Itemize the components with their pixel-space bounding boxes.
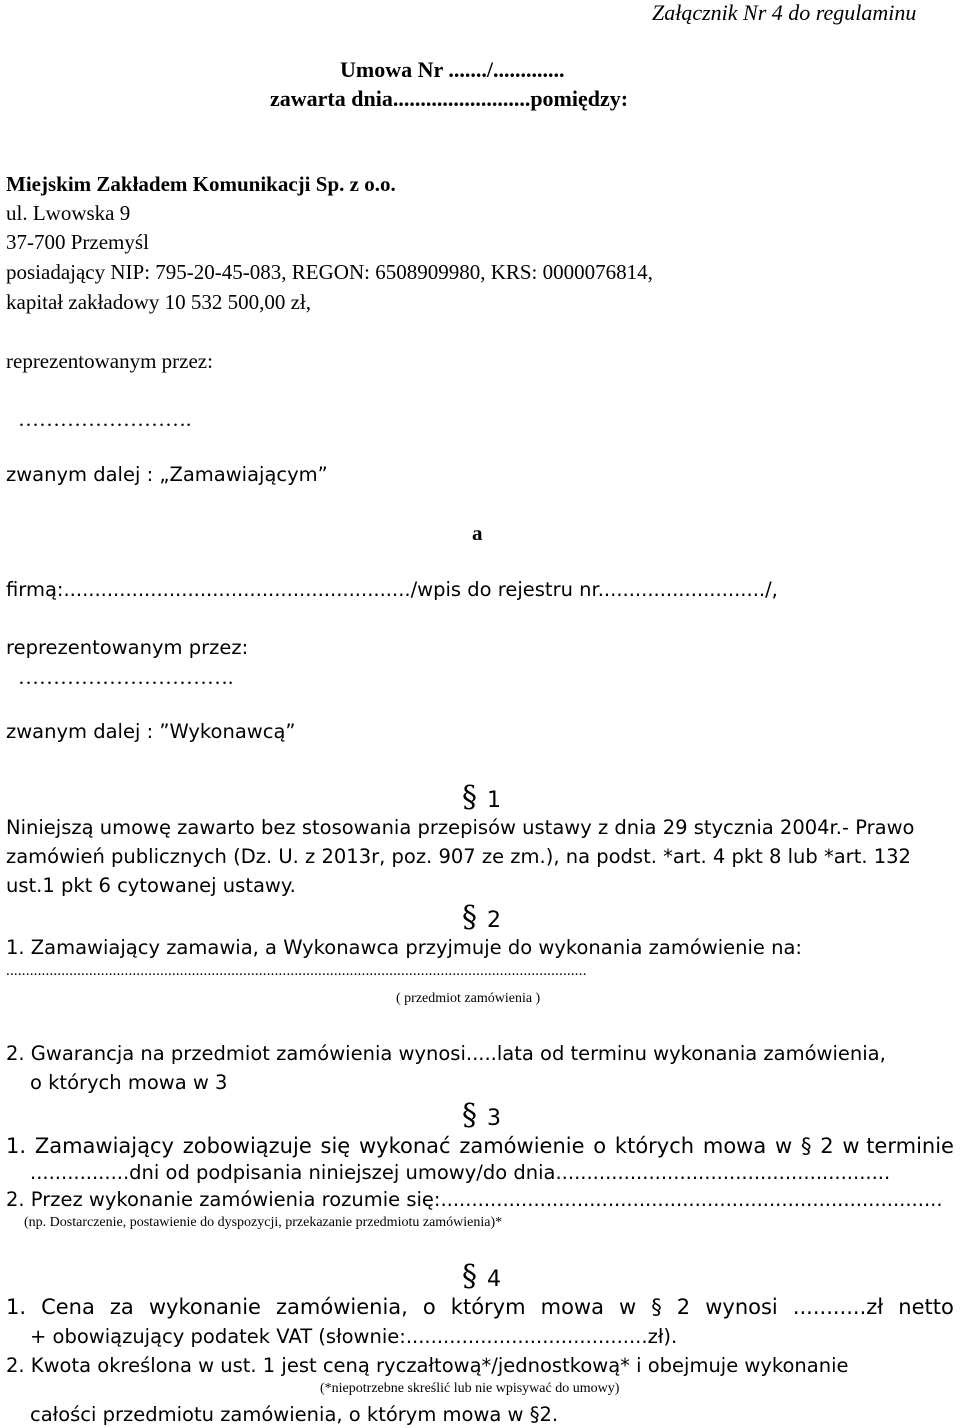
section-4-word: o xyxy=(422,1295,436,1319)
section-2-p2-line2: o których mowa w 3 xyxy=(30,1071,228,1094)
section-3-p2: 2. Przez wykonanie zamówienia rozumie się:................................................................................. xyxy=(6,1188,943,1211)
section-4-p2-line2: całości przedmiotu zamówienia, o którym mowa w §2. xyxy=(30,1403,559,1426)
section-4-word: netto xyxy=(898,1295,954,1319)
section-3-word: zobowiązuje xyxy=(182,1134,312,1158)
section-1-line2: zamówień publicznych (Dz. U. z 2013r, poz. 907 ze zm.), na podst. *art. 4 pkt 8 lub *art. 132 xyxy=(6,845,911,868)
section-1-line3: ust.1 pkt 6 cytowanej ustawy. xyxy=(6,874,296,897)
section-4-word: ...........zł xyxy=(792,1295,884,1319)
section-3-note: (np. Dostarczenie, postawienie do dyspozycji, przekazanie przedmiotu zamówienia)* xyxy=(24,1215,503,1230)
section-4-word: § xyxy=(651,1295,662,1319)
section-1-number: 1 xyxy=(487,788,501,813)
section-4-word: mowa xyxy=(540,1295,604,1319)
section-2-p2-line1: 2. Gwarancja na przedmiot zamówienia wynosi.....lata od terminu wykonania zamówienia, xyxy=(6,1042,886,1065)
party1-called: zwanym dalej : „Zamawiającym” xyxy=(6,463,328,486)
section-4-word: w xyxy=(619,1295,637,1319)
party1-represented: reprezentowanym przez: xyxy=(6,349,213,373)
section-3-p1-line1 xyxy=(6,1136,954,1157)
section-2-p1: 1. Zamawiający zamawia, a Wykonawca przyjmuje do wykonania zamówienie na: xyxy=(6,936,802,959)
section-3-word: o xyxy=(593,1134,607,1158)
section-3-word: których xyxy=(614,1134,695,1158)
conjunction-a: a xyxy=(472,521,483,545)
section-1-heading xyxy=(462,780,501,815)
party1-capital: kapitał zakładowy 10 532 500,00 zł, xyxy=(6,290,312,314)
party2-called: zwanym dalej : ”Wykonawcą” xyxy=(6,720,296,743)
section-2-dots: ................................................................................................................................................... xyxy=(6,963,587,979)
section-4-word: wynosi xyxy=(705,1295,778,1319)
section-2-number: 2 xyxy=(487,908,501,933)
party2-company: firmą:......................................................../wpis do rejestru nr.........................../, xyxy=(6,578,778,601)
section-3-word: w terminie xyxy=(842,1134,954,1158)
section-2-caption: ( przedmiot zamówienia ) xyxy=(396,991,541,1006)
section-3-word: 1. xyxy=(6,1134,27,1158)
contract-date-line: zawarta dnia.........................pomiędzy: xyxy=(270,86,629,111)
section-1-line1: Niniejszą umowę zawarto bez stosowania przepisów ustawy z dnia 29 stycznia 2004r.- Prawo xyxy=(6,816,915,839)
section-4-number: 4 xyxy=(487,1267,501,1292)
section-3-word: 2 xyxy=(820,1134,834,1158)
section-symbol-icon: § xyxy=(462,1098,477,1133)
section-3-word: mowa xyxy=(702,1134,767,1158)
party1-name: Miejskim Zakładem Komunikacji Sp. z o.o. xyxy=(6,172,396,196)
attachment-label: Załącznik Nr 4 do regulaminu xyxy=(652,0,917,25)
section-3-word: wykonać xyxy=(358,1134,451,1158)
section-4-word: którym xyxy=(450,1295,526,1319)
section-3-heading xyxy=(462,1098,501,1133)
section-4-p2: 2. Kwota określona w ust. 1 jest ceną ryczałtową*/jednostkową* i obejmuje wykonanie xyxy=(6,1354,849,1377)
party1-city: 37-700 Przemyśl xyxy=(6,230,149,254)
party1-street: ul. Lwowska 9 xyxy=(6,201,131,225)
party1-representative-dots: ……………………. xyxy=(18,407,192,431)
party2-represented: reprezentowanym przez: xyxy=(6,636,249,659)
party1-ids: posiadający NIP: 795-20-45-083, REGON: 6508909980, KRS: 0000076814, xyxy=(6,260,653,284)
section-symbol-icon: § xyxy=(462,780,477,815)
section-4-word: 1. xyxy=(6,1295,27,1319)
section-4-note: (*niepotrzebne skreślić lub nie wpisywać do umowy) xyxy=(320,1381,620,1396)
section-4-word: za xyxy=(109,1295,134,1319)
contract-title: Umowa Nr ......./............. xyxy=(340,57,565,82)
party2-representative-dots: …………………………. xyxy=(18,665,234,689)
section-3-word: Zamawiający xyxy=(34,1134,174,1158)
section-4-p1-line1 xyxy=(6,1297,954,1318)
section-4-word: wykonanie xyxy=(148,1295,261,1319)
section-3-word: w xyxy=(774,1134,793,1158)
section-3-word: się xyxy=(320,1134,351,1158)
section-4-p1-line2: + obowiązujący podatek VAT (słownie:.......................................zł). xyxy=(30,1325,678,1348)
section-3-p1-line2: ................dni od podpisania niniejszej umowy/do dnia...................................................... xyxy=(30,1161,891,1184)
section-3-word: § xyxy=(800,1134,812,1158)
section-2-heading xyxy=(462,900,501,935)
section-4-word: zamówienia, xyxy=(276,1295,408,1319)
section-3-number: 3 xyxy=(487,1106,501,1131)
section-symbol-icon: § xyxy=(462,1259,477,1294)
section-4-word: Cena xyxy=(41,1295,95,1319)
section-4-heading xyxy=(462,1259,501,1294)
section-3-word: zamówienie xyxy=(459,1134,585,1158)
section-symbol-icon: § xyxy=(462,900,477,935)
section-4-word: 2 xyxy=(676,1295,691,1319)
